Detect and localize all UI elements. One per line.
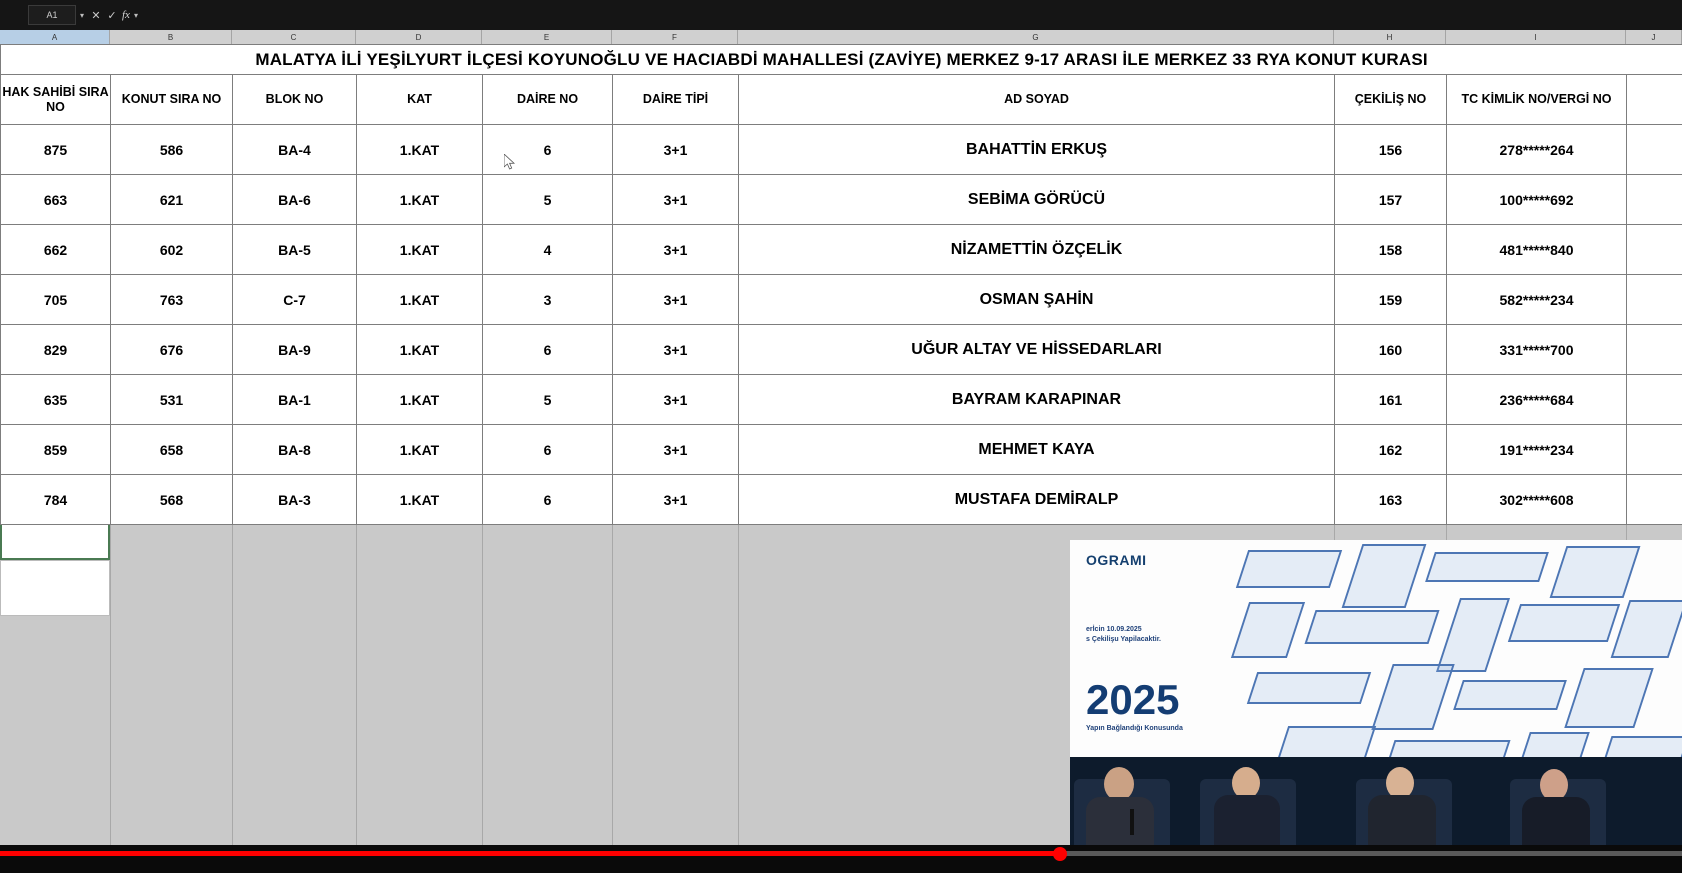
cell-kat[interactable]: 1.KAT [357, 425, 483, 475]
cell-hak-sahibi-sira-no[interactable]: 859 [1, 425, 111, 475]
cell-spacer[interactable] [1627, 325, 1682, 375]
cell-hak-sahibi-sira-no[interactable]: 829 [1, 325, 111, 375]
cell-konut-sira-no[interactable]: 568 [111, 475, 233, 525]
cell-ad-soyad[interactable]: MUSTAFA DEMİRALP [739, 475, 1335, 525]
table-row[interactable] [1, 425, 1682, 475]
cell-konut-sira-no[interactable]: 658 [111, 425, 233, 475]
cell-konut-sira-no[interactable]: 586 [111, 125, 233, 175]
cell-daire-no[interactable]: 6 [483, 125, 613, 175]
cell-ad-soyad[interactable]: BAHATTİN ERKUŞ [739, 125, 1335, 175]
cell-daire-no[interactable]: 4 [483, 225, 613, 275]
cell-hak-sahibi-sira-no[interactable]: 875 [1, 125, 111, 175]
cancel-formula-icon[interactable]: ✕ [91, 9, 101, 22]
cell-daire-tipi[interactable]: 3+1 [613, 225, 739, 275]
cell-ad-soyad[interactable]: SEBİMA GÖRÜCÜ [739, 175, 1335, 225]
column-header-a[interactable]: A [0, 30, 110, 44]
cell-konut-sira-no[interactable]: 621 [111, 175, 233, 225]
cell-konut-sira-no[interactable]: 763 [111, 275, 233, 325]
decorative-pattern [1222, 540, 1682, 780]
header-hak-sahibi-sira-no: HAK SAHİBİ SIRA NO [1, 75, 111, 125]
column-header-h[interactable]: H [1334, 30, 1446, 44]
cell-cekilis-no[interactable]: 162 [1335, 425, 1447, 475]
cell-kat[interactable]: 1.KAT [357, 175, 483, 225]
table-row[interactable] [1, 125, 1682, 175]
formula-input[interactable] [148, 6, 1674, 24]
cell-blok-no[interactable]: BA-3 [233, 475, 357, 525]
table-row[interactable] [1, 375, 1682, 425]
column-header-d[interactable]: D [356, 30, 482, 44]
cell-tc-kimlik-no[interactable]: 302*****608 [1447, 475, 1627, 525]
header-konut-sira-no: KONUT SIRA NO [111, 75, 233, 125]
person-head [1104, 767, 1134, 801]
cell-cekilis-no[interactable]: 161 [1335, 375, 1447, 425]
cell-ad-soyad[interactable]: MEHMET KAYA [739, 425, 1335, 475]
cell-ad-soyad[interactable]: OSMAN ŞAHİN [739, 275, 1335, 325]
cell-spacer[interactable] [1627, 175, 1682, 225]
cell-blok-no[interactable]: BA-5 [233, 225, 357, 275]
slide-text-block [1086, 552, 1183, 732]
column-header-f[interactable]: F [612, 30, 738, 44]
cell-spacer[interactable] [1627, 225, 1682, 275]
header-tc-kimlik-no: TC KİMLİK NO/VERGİ NO [1447, 75, 1627, 125]
accept-formula-icon[interactable]: ✓ [107, 9, 117, 22]
cell-daire-tipi[interactable]: 3+1 [613, 475, 739, 525]
header-daire-no: DAİRE NO [483, 75, 613, 125]
table-row[interactable] [1, 475, 1682, 525]
cell-cekilis-no[interactable]: 163 [1335, 475, 1447, 525]
cell-spacer[interactable] [1627, 125, 1682, 175]
column-header-g[interactable]: G [738, 30, 1334, 44]
cell-tc-kimlik-no[interactable]: 582*****234 [1447, 275, 1627, 325]
cell-kat[interactable]: 1.KAT [357, 225, 483, 275]
cell-spacer[interactable] [1627, 275, 1682, 325]
slide-line-2: s Çekilişu Yapilacaktir. [1086, 636, 1161, 643]
cell-konut-sira-no[interactable]: 531 [111, 375, 233, 425]
microphone [1130, 809, 1134, 835]
cell-daire-tipi[interactable]: 3+1 [613, 125, 739, 175]
table-body [1, 125, 1682, 525]
cell-cekilis-no[interactable]: 160 [1335, 325, 1447, 375]
header-cekilis-no: ÇEKİLİŞ NO [1335, 75, 1447, 125]
slide-year: 2025 [1086, 676, 1180, 723]
cell-spacer[interactable] [1627, 375, 1682, 425]
column-header-e[interactable]: E [482, 30, 612, 44]
cell-cekilis-no[interactable]: 157 [1335, 175, 1447, 225]
cell-tc-kimlik-no[interactable]: 236*****684 [1447, 375, 1627, 425]
person-body [1214, 795, 1280, 845]
cell-kat[interactable]: 1.KAT [357, 375, 483, 425]
cell-tc-kimlik-no[interactable]: 481*****840 [1447, 225, 1627, 275]
slide-subtitle: Yapın Bağlandığı Konusunda [1086, 725, 1183, 732]
cell-spacer[interactable] [1627, 425, 1682, 475]
kura-table [0, 44, 1682, 525]
header-daire-tipi: DAİRE TİPİ [613, 75, 739, 125]
cell-ad-soyad[interactable]: UĞUR ALTAY VE HİSSEDARLARI [739, 325, 1335, 375]
cell-hak-sahibi-sira-no[interactable]: 662 [1, 225, 111, 275]
mouse-cursor-icon [504, 154, 518, 170]
header-kat: KAT [357, 75, 483, 125]
person-body [1522, 797, 1590, 845]
cell-blok-no[interactable]: BA-1 [233, 375, 357, 425]
cell-blok-no[interactable]: BA-8 [233, 425, 357, 475]
cell-hak-sahibi-sira-no[interactable]: 784 [1, 475, 111, 525]
cell-tc-kimlik-no[interactable]: 100*****692 [1447, 175, 1627, 225]
cell-daire-no[interactable]: 3 [483, 275, 613, 325]
cell-tc-kimlik-no[interactable]: 278*****264 [1447, 125, 1627, 175]
table-row[interactable] [1, 275, 1682, 325]
video-progress-bar[interactable] [0, 845, 1682, 873]
table-title: MALATYA İLİ YEŞİLYURT İLÇESİ KOYUNOĞLU VE HACIABDİ MAHALLESİ (ZAVİYE) MERKEZ 9-17 ARASI İLE MERKEZ 33 RYA KONUT KURASI [1, 45, 1682, 75]
cell-tc-kimlik-no[interactable]: 191*****234 [1447, 425, 1627, 475]
cell-tc-kimlik-no[interactable]: 331*****700 [1447, 325, 1627, 375]
header-ad-soyad: AD SOYAD [739, 75, 1335, 125]
cell-a-empty[interactable] [0, 560, 110, 616]
presentation-overlay [1070, 540, 1682, 845]
cell-cekilis-no[interactable]: 159 [1335, 275, 1447, 325]
cell-kat[interactable]: 1.KAT [357, 275, 483, 325]
panel-webcam-strip [1070, 757, 1682, 845]
formula-bar-chevron-down-icon[interactable]: ▾ [133, 10, 138, 20]
column-header-row [0, 30, 1682, 45]
table-row[interactable] [1, 175, 1682, 225]
cell-daire-no[interactable]: 6 [483, 475, 613, 525]
person-body [1368, 795, 1436, 845]
cell-ad-soyad[interactable]: NİZAMETTİN ÖZÇELİK [739, 225, 1335, 275]
column-header-c[interactable]: C [232, 30, 356, 44]
slide-line-1: erİcin 10.09.2025 [1086, 626, 1142, 633]
slide-org-label: OGRAMI [1086, 552, 1147, 568]
cell-hak-sahibi-sira-no[interactable]: 635 [1, 375, 111, 425]
name-box-chevron-down-icon[interactable]: ▾ [79, 10, 84, 20]
formula-bar-left-bezel [0, 0, 26, 30]
cell-daire-no[interactable]: 5 [483, 175, 613, 225]
cell-kat[interactable]: 1.KAT [357, 325, 483, 375]
cell-daire-tipi[interactable]: 3+1 [613, 325, 739, 375]
progress-fill [0, 851, 1060, 856]
table-header-row [1, 75, 1682, 125]
cell-daire-no[interactable]: 6 [483, 425, 613, 475]
table-row[interactable] [1, 325, 1682, 375]
cell-ad-soyad[interactable]: BAYRAM KARAPINAR [739, 375, 1335, 425]
header-blok-no: BLOK NO [233, 75, 357, 125]
cell-daire-tipi[interactable]: 3+1 [613, 175, 739, 225]
cell-daire-no[interactable]: 5 [483, 375, 613, 425]
table-title-row [1, 45, 1682, 75]
kura-table-wrapper [0, 44, 1682, 525]
function-icon[interactable]: fx [122, 9, 130, 21]
cell-konut-sira-no[interactable]: 676 [111, 325, 233, 375]
cell-hak-sahibi-sira-no[interactable]: 705 [1, 275, 111, 325]
cell-daire-no[interactable]: 6 [483, 325, 613, 375]
cell-blok-no[interactable]: BA-4 [233, 125, 357, 175]
column-header-i[interactable]: I [1446, 30, 1626, 44]
cell-cekilis-no[interactable]: 156 [1335, 125, 1447, 175]
cell-kat[interactable]: 1.KAT [357, 125, 483, 175]
table-row[interactable] [1, 225, 1682, 275]
formula-bar [0, 0, 1682, 31]
cell-blok-no[interactable]: BA-6 [233, 175, 357, 225]
cell-blok-no[interactable]: C-7 [233, 275, 357, 325]
name-box[interactable]: A1 [28, 5, 76, 25]
cell-daire-tipi[interactable]: 3+1 [613, 375, 739, 425]
cell-konut-sira-no[interactable]: 602 [111, 225, 233, 275]
person-body [1086, 797, 1154, 845]
column-header-j[interactable]: J [1626, 30, 1682, 44]
cell-blok-no[interactable]: BA-9 [233, 325, 357, 375]
cell-spacer[interactable] [1627, 475, 1682, 525]
header-spacer [1627, 75, 1682, 125]
cell-cekilis-no[interactable]: 158 [1335, 225, 1447, 275]
cell-kat[interactable]: 1.KAT [357, 475, 483, 525]
cell-hak-sahibi-sira-no[interactable]: 663 [1, 175, 111, 225]
column-header-b[interactable]: B [110, 30, 232, 44]
progress-handle[interactable] [1053, 847, 1067, 861]
cell-daire-tipi[interactable]: 3+1 [613, 425, 739, 475]
cell-daire-tipi[interactable]: 3+1 [613, 275, 739, 325]
